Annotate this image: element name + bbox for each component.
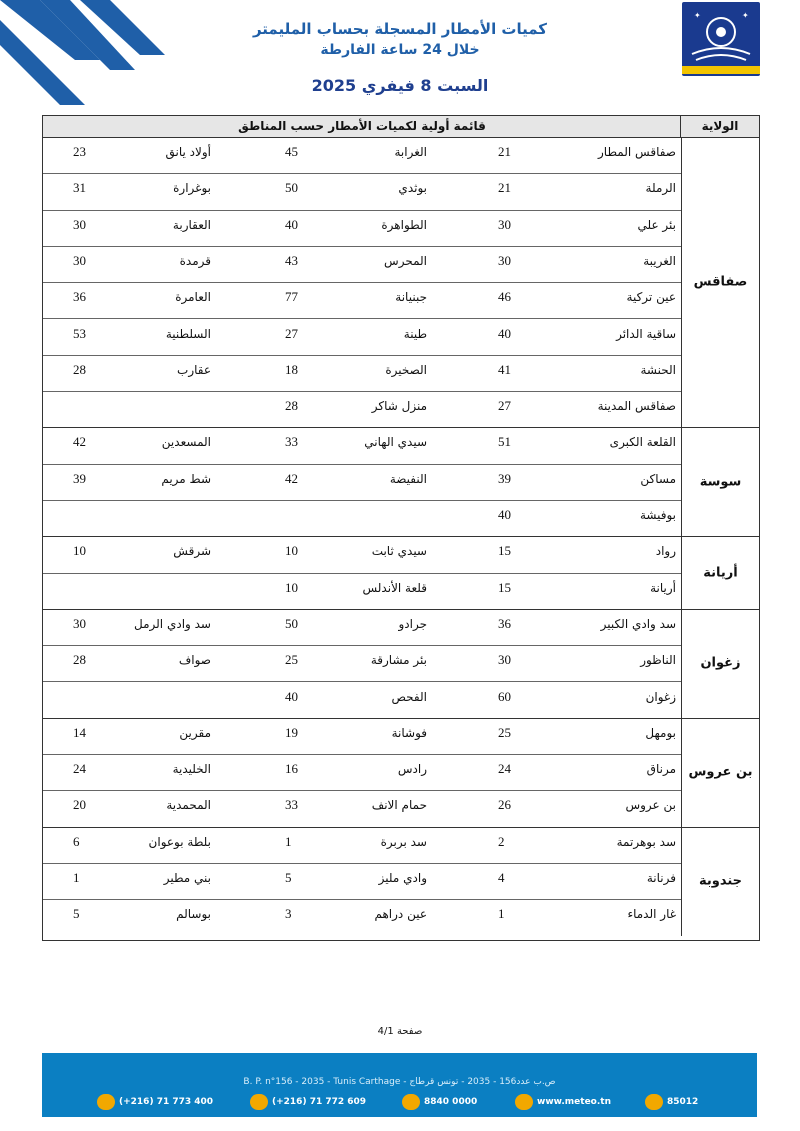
station-name: غار الدماء (627, 907, 676, 922)
rain-value: 39 (498, 470, 511, 486)
station-name: المحمدية (166, 798, 211, 813)
page-number: صفحة 4/1 (377, 1026, 423, 1037)
station-name: سيدي الهاني (364, 435, 427, 450)
table-row (43, 464, 681, 501)
decorative-stripes (0, 0, 170, 110)
table-row (43, 645, 681, 682)
rain-value: 24 (498, 761, 511, 777)
station-name: العقاربة (172, 217, 211, 232)
fax-icon (250, 1094, 268, 1110)
station-name: أريانة (650, 580, 676, 595)
station-name: النفيضة (389, 471, 427, 486)
rain-value: 30 (498, 252, 511, 268)
station-name: بني مطير (163, 871, 211, 885)
station-name: بوفيشة (639, 508, 676, 522)
rain-value: 28 (285, 398, 298, 414)
rain-value: 28 (73, 361, 86, 377)
rainfall-table (42, 115, 760, 941)
station-name: قرمدة (179, 253, 211, 268)
station-name: الفحص (391, 689, 427, 704)
table-row (43, 827, 681, 864)
rain-value: 16 (285, 761, 298, 777)
station-name: الناظور (640, 653, 676, 668)
rain-value: 46 (498, 289, 511, 305)
svg-text:✦: ✦ (694, 11, 701, 20)
station-name: الحنشة (640, 362, 676, 377)
table-row (43, 246, 681, 283)
rain-value: 30 (498, 216, 511, 232)
rain-value: 36 (498, 615, 511, 631)
rain-value: 2 (498, 833, 505, 849)
station-name: سد بربرة (380, 834, 427, 849)
governorate-name: أريانة (703, 565, 738, 581)
rain-value: 77 (285, 289, 298, 305)
station-name: الصخيرة (385, 362, 427, 377)
governorate-name: سوسة (699, 474, 742, 490)
rain-value: 42 (285, 470, 298, 486)
svg-text:✦: ✦ (742, 11, 749, 20)
rain-value: 21 (498, 144, 511, 159)
station-name: ساقية الدائر (616, 326, 676, 341)
station-name: أولاد يانق (165, 145, 211, 159)
station-name: شرقش (173, 544, 211, 559)
rain-value: 41 (498, 361, 511, 377)
rain-value: 27 (285, 325, 298, 341)
table-row (43, 682, 681, 718)
station-name: وادي مليز (378, 871, 427, 885)
logo-caption-band (682, 66, 760, 74)
table-row (43, 573, 681, 609)
rain-value: 50 (285, 615, 298, 631)
rain-value: 28 (73, 652, 86, 668)
rain-value: 27 (498, 398, 511, 414)
rain-value: 40 (285, 688, 298, 704)
station-name: الطواهرة (381, 217, 427, 232)
station-name: شط مريم (161, 471, 211, 486)
footer-address: B. P. n°156 - 2035 - Tunis Carthage - ص.ب عدد156 - 2035 - تونس قرطاج (243, 1077, 556, 1087)
table-row (43, 282, 681, 319)
station-name: عين دراهم (374, 907, 427, 922)
governorate-name: زغوان (700, 655, 741, 671)
table-row (43, 899, 681, 935)
governorate-cell (681, 536, 759, 609)
rain-value: 3 (285, 906, 292, 922)
station-name: جرادو (398, 616, 427, 631)
rain-value: 1 (285, 833, 292, 849)
station-name: عقارب (177, 362, 211, 377)
rain-value: 15 (498, 579, 511, 595)
station-name: مرناق (646, 762, 676, 777)
rain-value: 43 (285, 252, 298, 268)
table-row (43, 500, 681, 536)
station-name: رواد (655, 544, 676, 559)
station-name: سد وادي الرمل (134, 616, 211, 631)
rain-value: 40 (498, 325, 511, 341)
footer-green-number: 8840 0000 (402, 1094, 477, 1110)
rain-value: 15 (498, 543, 511, 559)
station-name: بئر علي (637, 217, 676, 232)
rain-value: 10 (73, 543, 86, 559)
station-name: فوشانة (391, 725, 427, 740)
sms-icon (645, 1094, 663, 1110)
table-row (43, 137, 681, 174)
station-name: السلطنية (165, 326, 211, 341)
rain-value: 14 (73, 724, 86, 740)
rain-value: 1 (498, 906, 505, 922)
rain-value: 18 (285, 361, 298, 377)
table-row (43, 609, 681, 646)
footer-phone2: (+216) 71 772 609 (250, 1094, 366, 1110)
report-date: السبت 8 فيفري 2025 (311, 76, 489, 95)
green-number-icon (402, 1094, 420, 1110)
governorate-name: جندوبة (698, 873, 743, 889)
rain-value: 19 (285, 724, 298, 740)
station-name: الرملة (645, 181, 676, 196)
table-row (43, 754, 681, 791)
rain-value: 40 (285, 216, 298, 232)
table-header (43, 116, 759, 138)
station-name: بوسالم (176, 907, 211, 922)
rain-value: 6 (73, 833, 80, 849)
governorate-cell (681, 609, 759, 718)
station-name: مقرين (179, 725, 211, 740)
station-name: المحرس (384, 253, 427, 268)
station-name: بن عروس (625, 798, 676, 813)
rain-value: 40 (498, 507, 511, 522)
station-name: الغرابة (394, 145, 427, 159)
rain-value: 53 (73, 325, 86, 341)
governorate-cell (681, 427, 759, 536)
report-subtitle: خلال 24 ساعة الفارطة (320, 42, 480, 58)
station-name: سد بوهرتمة (616, 834, 676, 849)
station-name: بوثدي (398, 181, 427, 196)
station-name: رادس (397, 762, 427, 777)
rain-value: 42 (73, 434, 86, 450)
rain-value: 30 (73, 252, 86, 268)
rain-value: 10 (285, 543, 298, 559)
governorate-name: صفاقس (693, 274, 748, 290)
rain-value: 5 (285, 870, 292, 885)
rain-value: 31 (73, 180, 86, 196)
table-row (43, 319, 681, 356)
rain-value: 25 (285, 652, 298, 668)
station-name: سيدي ثابت (371, 544, 427, 559)
station-name: جبنيانة (395, 290, 427, 305)
governorate-cell (681, 718, 759, 827)
table-row (43, 173, 681, 210)
rain-value: 30 (73, 216, 86, 232)
governorate-name: بن عروس (688, 764, 753, 780)
column-header-region: الولاية (680, 116, 759, 137)
table-row (43, 790, 681, 826)
station-name: صفاقس المطار (598, 145, 676, 159)
station-name: عين تركية (626, 290, 676, 305)
rain-value: 50 (285, 180, 298, 196)
station-name: بئر مشارقة (370, 653, 427, 668)
institute-logo (682, 2, 760, 76)
rain-value: 51 (498, 434, 511, 450)
table-row (43, 863, 681, 900)
station-name: قلعة الأندلس (362, 580, 427, 595)
rain-value: 10 (285, 579, 298, 595)
rain-value: 24 (73, 761, 86, 777)
rain-value: 33 (285, 797, 298, 813)
footer-website[interactable]: www.meteo.tn (515, 1094, 611, 1110)
footer-band (42, 1053, 757, 1117)
rain-value: 45 (285, 144, 298, 159)
station-name: بومهل (645, 725, 676, 740)
station-name: الغريبة (643, 253, 676, 268)
table-row (43, 536, 681, 573)
table-row (43, 355, 681, 392)
rain-value: 4 (498, 870, 505, 885)
rain-value: 21 (498, 180, 511, 196)
station-name: بلطة بوعوان (148, 834, 211, 849)
rain-value: 39 (73, 470, 86, 486)
station-name: زغوان (645, 689, 676, 704)
rain-value: 36 (73, 289, 86, 305)
station-name: العامرة (175, 290, 211, 305)
column-header-list: قائمة أولية لكميات الأمطار حسب المناطق (238, 119, 486, 133)
station-name: مساكن (640, 471, 676, 486)
rain-value: 5 (73, 906, 80, 922)
globe-icon (515, 1094, 533, 1110)
rain-value: 26 (498, 797, 511, 813)
rain-value: 20 (73, 797, 86, 813)
station-name: فرنانة (646, 871, 676, 885)
phone-icon (97, 1094, 115, 1110)
station-name: طينة (403, 326, 427, 341)
footer-sms: 85012 (645, 1094, 698, 1110)
rain-value: 30 (73, 615, 86, 631)
rain-value: 30 (498, 652, 511, 668)
station-name: سد وادي الكبير (600, 616, 676, 631)
station-name: الخليدية (172, 762, 211, 777)
rain-value: 1 (73, 870, 80, 885)
governorate-cell (681, 827, 759, 936)
sun-emblem-icon (682, 2, 760, 68)
rain-value: 23 (73, 144, 86, 159)
rain-value: 25 (498, 724, 511, 740)
station-name: بوغرارة (173, 181, 211, 196)
station-name: القلعة الكبرى (609, 435, 676, 450)
governorate-cell (681, 137, 759, 427)
station-name: صفاقس المدينة (597, 399, 676, 414)
footer-phone1: (+216) 71 773 400 (97, 1094, 213, 1110)
table-row (43, 391, 681, 427)
rain-value: 60 (498, 688, 511, 704)
station-name: منزل شاكر (371, 399, 427, 414)
report-title: كميات الأمطار المسجلة بحساب المليمتر (252, 20, 548, 38)
table-row (43, 427, 681, 464)
table-row (43, 718, 681, 755)
station-name: المسعدين (161, 435, 211, 450)
rain-value: 33 (285, 434, 298, 450)
table-row (43, 210, 681, 247)
station-name: حمام الانف (371, 798, 427, 813)
station-name: صواف (178, 653, 211, 668)
